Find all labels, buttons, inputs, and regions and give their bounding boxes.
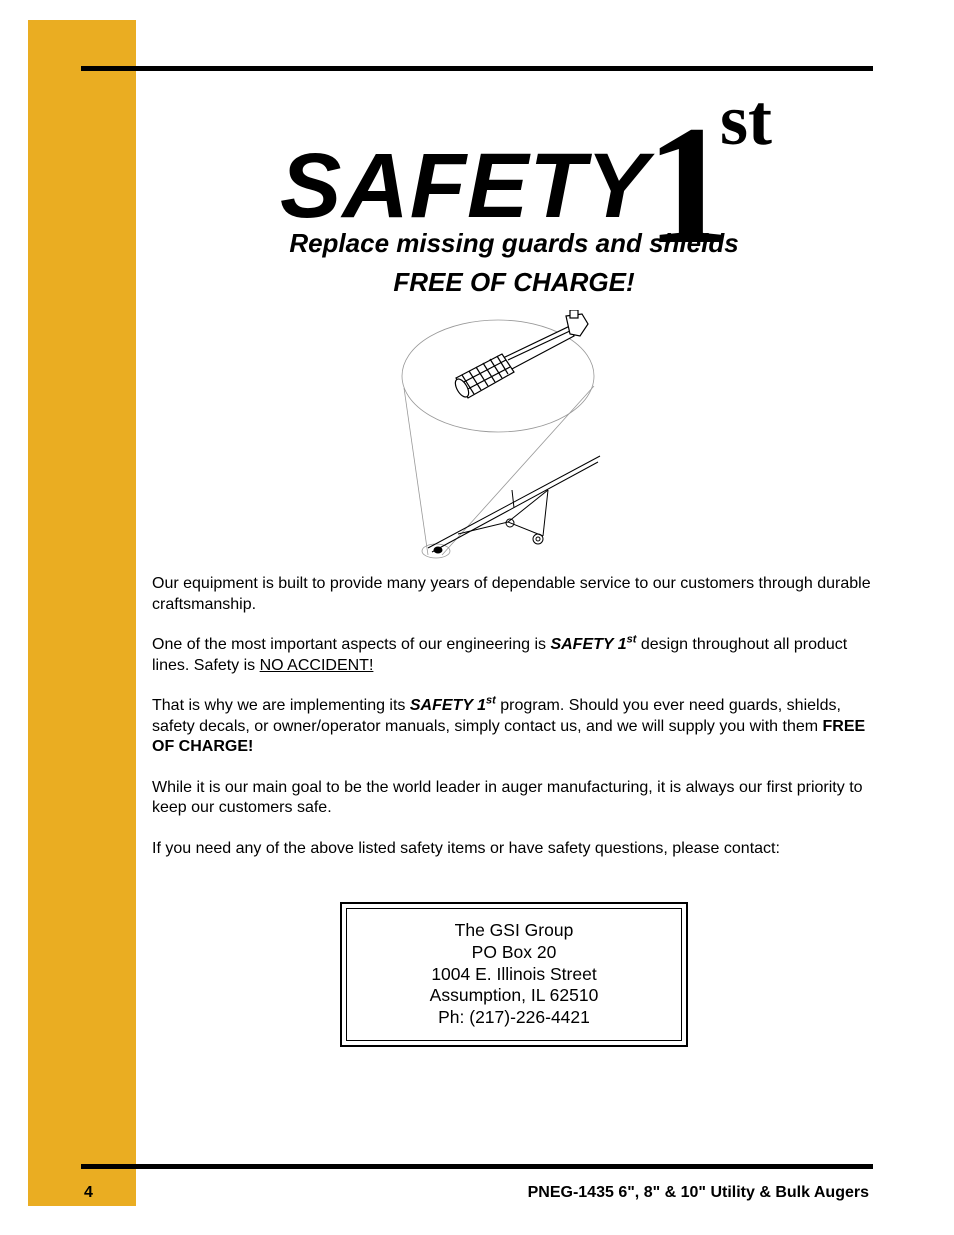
paragraph-engineering [152,635,878,676]
auger-guard-illustration-icon [398,310,608,568]
contact-line: Assumption, IL 62510 [429,985,599,1006]
bottom-rule [81,1164,873,1169]
page-number: 4 [84,1184,93,1201]
paragraph-goal: While it is our main goal to be the world leader in auger manufacturing, it is always our first priority to keep our customers safe. [152,778,863,816]
paragraph-intro: Our equipment is built to provide many years of dependable service to our customers through durable craftsmanship. [152,575,871,613]
paragraph-program [152,696,878,758]
p2-brand: SAFETY 1 [550,636,627,653]
p3-brand-sup: st [486,694,496,707]
top-rule [81,66,873,71]
contact-line: 1004 E. Illinois Street [431,963,597,984]
p3-mid: program. Should you ever need guards, shields, safety decals, or owner/operator manuals, simply contact us, and we will supply you with them [152,697,841,735]
contact-box [340,902,688,1047]
free-of-charge-text: FREE OF CHARGE! [152,717,866,755]
p3-before: That is why we are implementing its [152,697,410,714]
headline-line2: FREE OF CHARGE! [393,267,635,297]
p2-brand-sup: st [626,633,637,646]
side-color-bar [28,20,136,1206]
contact-line: The GSI Group [454,920,574,940]
contact-phone: Ph: (217)-226-4421 [438,1007,590,1028]
p2-before: One of the most important aspects of our engineering is [152,636,551,653]
document-title: PNEG-1435 6", 8" & 10" Utility & Bulk Augers [527,1184,869,1201]
body-text [152,574,878,879]
no-accident-text: NO ACCIDENT! [259,656,374,674]
contact-address [346,908,682,1041]
logo-suffix: st [720,80,772,160]
logo-word: SAFETY [280,135,649,237]
logo-number: 1 [646,91,731,279]
p3-brand: SAFETY 1 [409,697,487,714]
paragraph-contact-prompt: If you need any of the above listed safety items or have safety questions, please contact: [152,839,780,857]
p2-mid: design throughout all product lines. Safety is [152,636,848,674]
headline-line1: Replace missing guards and shields [289,228,739,258]
contact-line: PO Box 20 [471,941,557,962]
